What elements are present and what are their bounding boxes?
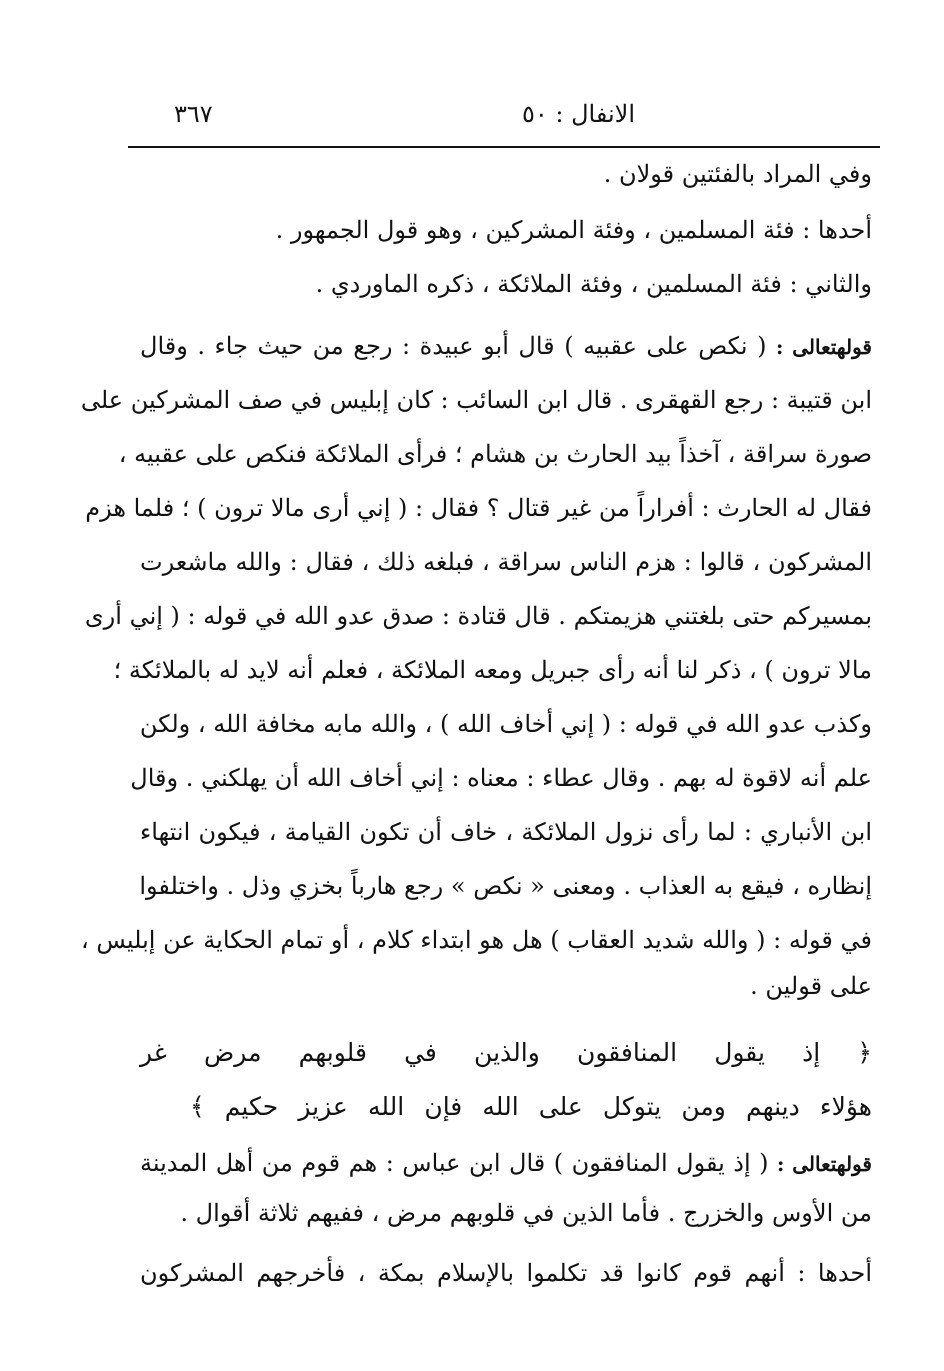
header-rule — [128, 146, 880, 148]
text-line: في قوله : ( والله شديد العقاب ) هل هو ابتداء كلام ، أو تمام الحكاية عن إبليس ، — [80, 926, 872, 954]
text-line: فقال له الحارث : أفراراً من غير قتال ؟ فقال : ( إني أرى مالا ترون ) ؛ فلما هزم — [85, 494, 872, 522]
page-number: ٣٦٧ — [174, 100, 213, 128]
text-line: أحدها : فئة المسلمين ، وفئة المشركين ، وهو قول الجمهور . — [275, 216, 872, 244]
lead-label: قولهتعالى : — [776, 335, 872, 359]
quran-verse-line: ﴿ إذ يقول المنافقون والذين في قلوبهم مرض غر — [140, 1038, 872, 1067]
text-line: قولهتعالى : ( نكص على عقبيه ) قال أبو عبيدة : رجع من حيث جاء . وقال — [140, 332, 872, 360]
lead-label: قولهتعالى : — [777, 1152, 872, 1176]
text-line: إنظاره ، فيقع به العذاب . ومعنى « نكص » رجع هارباً بخزي وذل . واختلفوا — [139, 872, 872, 900]
text-line: والثاني : فئة المسلمين ، وفئة الملائكة ، ذكره الماوردي . — [315, 270, 872, 298]
text-line: أحدها : أنهم قوم كانوا قد تكلموا بالإسلام بمكة ، فأخرجهم المشركون — [140, 1259, 872, 1287]
text-line: وكذب عدو الله في قوله : ( إني أخاف الله ) ، والله مابه مخافة الله ، ولكن — [139, 710, 872, 738]
page-header — [128, 96, 880, 142]
text-line: وفي المراد بالفئتين قولان . — [603, 160, 872, 188]
text-line: قولهتعالى : ( إذ يقول المنافقون ) قال ابن عباس : هم قوم من أهل المدينة — [140, 1149, 872, 1177]
text-line: المشركون ، قالوا : هزم الناس سراقة ، فبلغه ذلك ، فقال : والله ماشعرت — [140, 548, 872, 576]
text-line: صورة سراقة ، آخذاً بيد الحارث بن هشام ؛ فرأى الملائكة فنكص على عقبيه ، — [118, 440, 872, 468]
text-line: ابن الأنباري : لما رأى نزول الملائكة ، خاف أن تكون القيامة ، فيكون انتهاء — [140, 818, 872, 846]
quran-verse-line: هؤلاء دينهم ومن يتوكل على الله فإن الله عزيز حكيم ﴾ — [190, 1092, 872, 1121]
text-line: مالا ترون ) ، ذكر لنا أنه رأى جبريل ومعه الملائكة ، فعلم أنه لايد له بالملائكة ؛ — [113, 656, 872, 684]
text-line: علم أنه لاقوة له بهم . وقال عطاء : معناه : إني أخاف الله أن يهلكني . وقال — [130, 764, 872, 792]
surah-title: الانفال : ٥٠ — [521, 100, 635, 128]
text-line: على قولين . — [750, 972, 872, 1000]
text-line: ابن قتيبة : رجع القهقرى . قال ابن السائب : كان إبليس في صف المشركين على — [80, 386, 872, 414]
text-line: من الأوس والخزرج . فأما الذين في قلوبهم مرض ، ففيهم ثلاثة أقوال . — [180, 1199, 872, 1227]
text-line: بمسيركم حتى بلغتني هزيمتكم . قال قتادة : صدق عدو الله في قوله : ( إني أرى — [84, 602, 872, 630]
